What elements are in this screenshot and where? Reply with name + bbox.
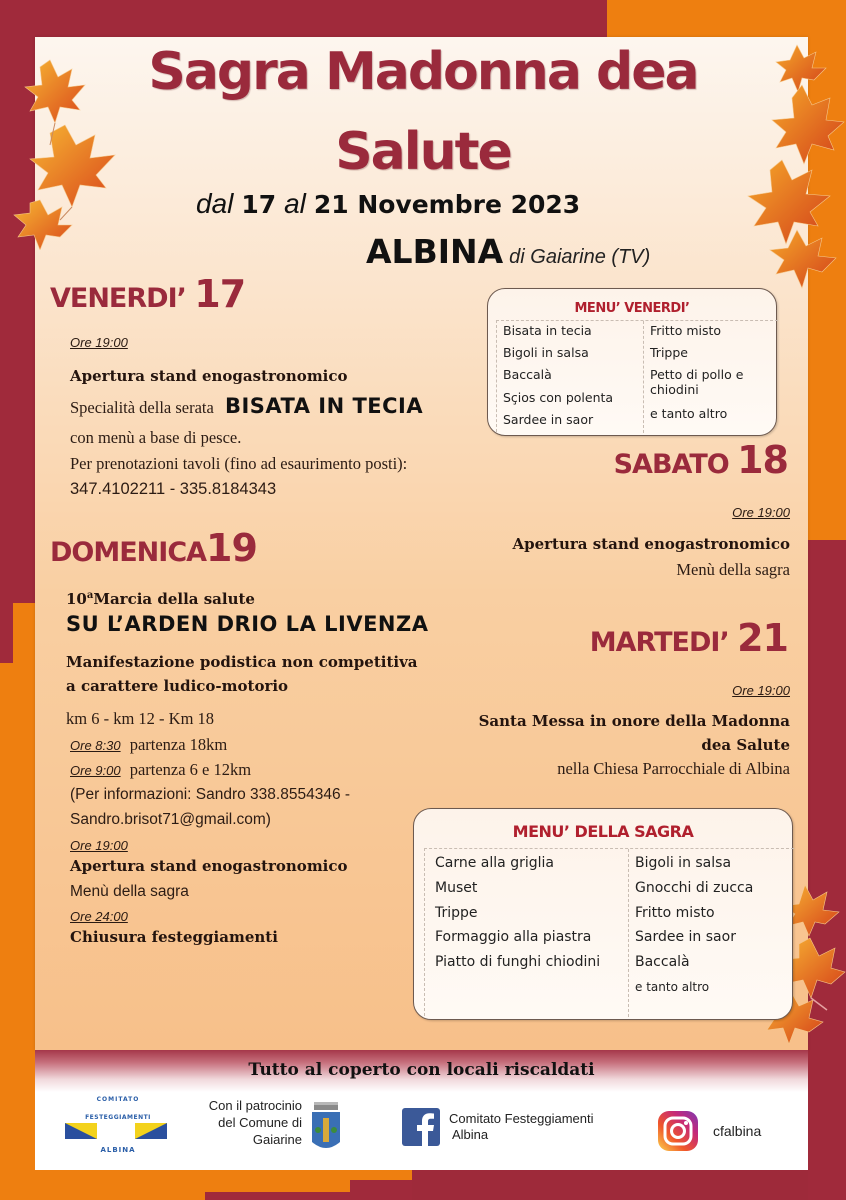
menu-item: Muset — [435, 880, 478, 896]
martedi-event2: dea Salute — [701, 736, 790, 754]
domenica-start1 — [70, 735, 227, 755]
menu-item: Sçios con polenta — [503, 390, 614, 405]
martedi-place: nella Chiesa Parrocchiale di Albina — [557, 759, 790, 778]
poster-footer — [35, 1050, 808, 1170]
dates-start: 17 — [241, 190, 277, 219]
menu-item: Fritto misto — [650, 323, 722, 338]
menu-venerdi-title: MENU’ VENERDI’ — [574, 301, 690, 316]
day-number: 18 — [737, 438, 788, 482]
venerdi-phones: 347.4102211 - 335.8184343 — [70, 480, 277, 498]
committee-flag-right-icon — [135, 1123, 167, 1139]
menu-item: Bisata in tecia — [503, 323, 592, 338]
footer-headline: Tutto al coperto con locali riscaldati — [248, 1060, 595, 1080]
martedi-event1: Santa Messa in onore della Madonna — [478, 712, 790, 730]
domenica-evening-note: Menù della sagra — [70, 883, 189, 900]
patronage-line: del Comune di — [218, 1115, 302, 1130]
patronage-line: Gaiarine — [252, 1132, 302, 1147]
domenica-info-email[interactable]: Sandro.brisot71@gmail.com) — [70, 811, 271, 828]
menu-item: Formaggio alla piastra — [435, 929, 592, 945]
menu-item: Piatto di funghi chiodini — [435, 954, 601, 970]
day-number: 17 — [194, 272, 246, 316]
menu-sagra-col2 — [628, 849, 795, 1017]
venerdi-specialty — [70, 394, 423, 418]
facebook-link[interactable] — [402, 1108, 632, 1148]
day-heading-sabato — [614, 438, 788, 482]
menu-item: chiodini — [650, 382, 699, 397]
start2-text: partenza 6 e 12km — [129, 760, 252, 779]
event-dates — [196, 188, 580, 220]
domenica-close-time: Ore 24:00 — [70, 909, 128, 924]
venerdi-line2: Per prenotazioni tavoli (fino ad esaurimento posti): — [70, 454, 408, 473]
menu-item: Baccalà — [503, 367, 552, 382]
domenica-info1: (Per informazioni: Sandro 338.8554346 - — [70, 786, 351, 803]
domenica-desc2: a carattere ludico-motorio — [66, 677, 289, 695]
domenica-evening-time: Ore 19:00 — [70, 838, 128, 853]
day-heading-venerdi — [50, 272, 245, 316]
start1-text: partenza 18km — [129, 735, 228, 754]
sabato-time: Ore 19:00 — [732, 505, 790, 520]
menu-item: Trippe — [650, 345, 688, 360]
day-label: DOMENICA — [50, 537, 207, 568]
frame-left-step1-cap — [0, 603, 13, 663]
frame-left-step1 — [0, 603, 35, 1200]
domenica-close-event: Chiusura festeggiamenti — [70, 928, 278, 946]
menu-item: Bigoli in salsa — [635, 855, 732, 871]
menu-item: e tanto altro — [650, 406, 728, 421]
dates-dal: dal — [196, 188, 234, 219]
patronage-text — [175, 1097, 302, 1148]
specialty-prefix: Specialità della serata — [70, 398, 214, 417]
dates-end: 21 Novembre 2023 — [313, 190, 581, 219]
menu-item: Sardee in saor — [635, 929, 736, 945]
facebook-icon — [402, 1108, 440, 1146]
dates-al: al — [284, 188, 306, 219]
day-label: MARTEDI’ — [589, 627, 729, 658]
location-town: ALBINA — [366, 232, 504, 271]
menu-item: Gnocchi di zucca — [635, 880, 754, 896]
committee-logo-bottom: ALBINA — [100, 1146, 136, 1154]
domenica-desc1: Manifestazione podistica non competitiva — [66, 653, 418, 671]
martedi-time: Ore 19:00 — [732, 683, 790, 698]
domenica-edition — [66, 590, 255, 608]
menu-item: Bigoli in salsa — [503, 345, 589, 360]
day-number: 21 — [737, 616, 788, 660]
day-number: 19 — [206, 526, 257, 570]
edition-number: 10 — [66, 590, 87, 608]
menu-venerdi-grid — [496, 320, 778, 432]
menu-venerdi-col2 — [643, 321, 779, 433]
patronage-line: Con il patrocinio — [208, 1098, 302, 1113]
frame-top-step2 — [412, 0, 607, 37]
frame-bottom-step2 — [205, 1192, 412, 1200]
menu-item: Petto di pollo e — [650, 367, 744, 382]
day-label: SABATO — [613, 449, 729, 480]
menu-item: e tanto altro — [635, 980, 710, 994]
start1-time: Ore 8:30 — [70, 738, 121, 753]
menu-item: Sardee in saor — [503, 412, 594, 427]
day-label: VENERDI’ — [50, 283, 186, 314]
edition-text: Marcia della salute — [93, 590, 255, 608]
menu-item: Baccalà — [635, 954, 690, 970]
edition-superscript: a — [86, 590, 94, 601]
facebook-line1: Comitato Festeggiamenti — [449, 1111, 594, 1126]
location-region: di Gaiarine (TV) — [509, 246, 651, 268]
menu-item: Carne alla griglia — [435, 855, 554, 871]
committee-logo-middle: FESTEGGIAMENTI — [85, 1114, 151, 1121]
domenica-distances: km 6 - km 12 - Km 18 — [66, 709, 215, 728]
menu-item: Fritto misto — [635, 905, 715, 921]
start2-time: Ore 9:00 — [70, 763, 121, 778]
domenica-evening-event: Apertura stand enogastronomico — [70, 857, 348, 875]
menu-sagra-grid — [424, 848, 794, 1016]
committee-logo-top: COMITATO — [96, 1096, 140, 1103]
gaiarine-coat-of-arms-icon — [310, 1102, 342, 1154]
menu-sagra-title: MENU’ DELLA SAGRA — [512, 822, 694, 841]
menu-sagra-box — [413, 808, 793, 1020]
day-heading-domenica — [50, 526, 257, 570]
committee-logo — [63, 1096, 173, 1162]
instagram-handle: cfalbina — [713, 1123, 762, 1139]
poster-title-line2: Salute — [335, 122, 511, 182]
venerdi-event: Apertura stand enogastronomico — [70, 367, 348, 385]
sabato-note: Menù della sagra — [676, 560, 790, 579]
venerdi-line1: con menù a base di pesce. — [70, 428, 242, 447]
venerdi-time: Ore 19:00 — [70, 335, 128, 350]
facebook-line2: Albina — [452, 1127, 489, 1142]
specialty-dish: BISATA IN TECIA — [224, 394, 424, 418]
menu-item: Trippe — [435, 905, 478, 921]
instagram-icon — [657, 1110, 699, 1152]
instagram-link[interactable] — [657, 1110, 777, 1154]
event-location — [366, 232, 650, 271]
domenica-start2 — [70, 760, 251, 780]
day-heading-martedi — [590, 616, 788, 660]
menu-venerdi-box — [487, 288, 777, 436]
frame-right-bottom — [808, 540, 846, 1200]
domenica-march-name: SU L’ARDEN DRIO LA LIVENZA — [66, 612, 429, 636]
poster-title-line1: Sagra Madonna dea — [148, 42, 698, 102]
sabato-event: Apertura stand enogastronomico — [512, 535, 790, 553]
committee-flag-left-icon — [65, 1123, 97, 1139]
